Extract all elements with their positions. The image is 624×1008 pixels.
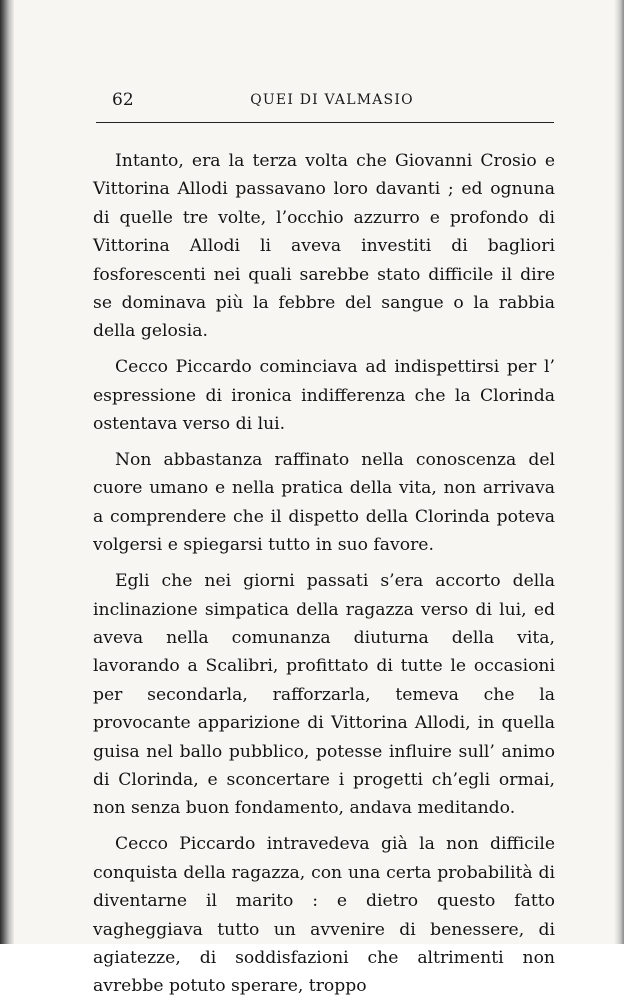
page-binding-shadow	[0, 0, 14, 944]
page-header	[110, 90, 554, 114]
paragraph: Cecco Piccardo cominciava ad indispettirsi per l’ espressione di ironica indifferenza che la Clorinda ostentava verso di lui.	[93, 357, 555, 435]
paragraph: Cecco Piccardo intravedeva già la non difficile conquista della ragazza, con una certa probabilità di diventarne il marito : e dietro questo fatto vagheggiava tutto un avvenire di benessere, di agiatezze, di soddisfazioni che altrimenti non avrebbe potuto sperare, troppo	[93, 834, 555, 997]
header-rule	[96, 122, 554, 123]
paragraph: Non abbastanza raffinato nella conoscenza del cuore umano e nella pratica della vita, non arrivava a comprendere che il dispetto della Clorinda poteva volgersi e spiegarsi tutto in suo favore.	[93, 450, 555, 556]
page-number: 62	[112, 90, 134, 110]
paragraph: Egli che nei giorni passati s’era accorto della inclinazione simpatica della ragazza verso di lui, ed aveva nella comunanza diuturna della vita, lavorando a Scalibri, profittato di tutte le occasioni per secondarla, rafforzarla, temeva che la provocante apparizione di Vittorina Allodi, in quella guisa nel ballo pubblico, potesse influire sull’ animo di Clorinda, e sconcertare i progetti ch’egli ormai, non senza buon fondamento, andava meditando.	[93, 571, 555, 819]
running-title: QUEI DI VALMASIO	[250, 92, 414, 108]
body-text	[93, 147, 555, 1008]
paragraph: Intanto, era la terza volta che Giovanni Crosio e Vittorina Allodi passavano loro davanti ; ed ognuna di quelle tre volte, l’occhio azzurro e profondo di Vittorina Allodi li aveva investiti di bagliori fosforescenti nei quali sarebbe stato difficile il dire se dominava più la febbre del sangue o la rabbia della gelosia.	[93, 151, 555, 342]
page-edge-shadow	[614, 0, 624, 944]
